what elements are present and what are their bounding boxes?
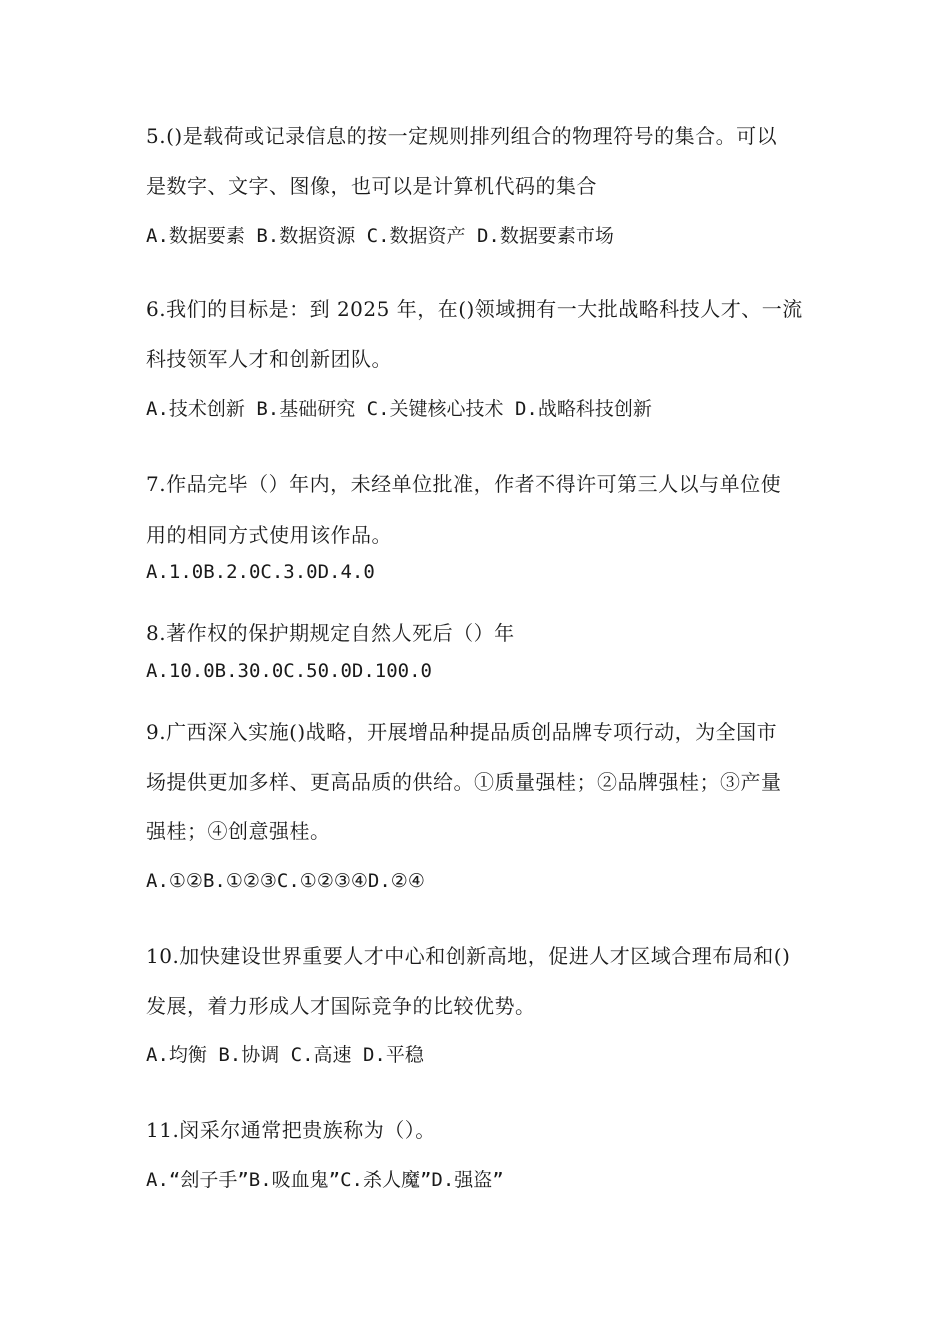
question-11-options: A.“刽子手”B.吸血鬼”C.杀人魔”D.强盗” bbox=[146, 1169, 504, 1191]
question-7-line-2: 用的相同方式使用该作品。 bbox=[146, 523, 392, 547]
question-5-line-2: 是数字、文字、图像，也可以是计算机代码的集合 bbox=[146, 174, 597, 198]
question-5-options: A.数据要素 B.数据资源 C.数据资产 D.数据要素市场 bbox=[146, 225, 614, 247]
question-7-line-1: 7.作品完毕（）年内，未经单位批准，作者不得许可第三人以与单位使 bbox=[146, 472, 782, 496]
question-5-line-1: 5.()是载荷或记录信息的按一定规则排列组合的物理符号的集合。可以 bbox=[146, 124, 778, 148]
question-8-line-1: 8.著作权的保护期规定自然人死后（）年 bbox=[146, 621, 515, 645]
question-7-options: A.1.0B.2.0C.3.0D.4.0 bbox=[146, 561, 375, 583]
question-6-options: A.技术创新 B.基础研究 C.关键核心技术 D.战略科技创新 bbox=[146, 398, 652, 420]
question-10-line-2: 发展，着力形成人才国际竞争的比较优势。 bbox=[146, 994, 536, 1018]
question-6-line-1: 6.我们的目标是：到 2025 年，在()领域拥有一大批战略科技人才、一流 bbox=[146, 297, 803, 321]
question-10-line-1: 10.加快建设世界重要人才中心和创新高地，促进人才区域合理布局和() bbox=[146, 944, 791, 968]
question-10-options: A.均衡 B.协调 C.高速 D.平稳 bbox=[146, 1044, 424, 1066]
question-11-line-1: 11.闵采尔通常把贵族称为（）。 bbox=[146, 1118, 436, 1142]
question-9-line-3: 强桂；④创意强桂。 bbox=[146, 819, 331, 843]
question-9-line-1: 9.广西深入实施()战略，开展增品种提品质创品牌专项行动，为全国市 bbox=[146, 720, 778, 744]
question-9-line-2: 场提供更加多样、更高品质的供给。①质量强桂；②品牌强桂；③产量 bbox=[146, 770, 782, 794]
question-9-options: A.①②B.①②③C.①②③④D.②④ bbox=[146, 870, 425, 892]
question-8-options: A.10.0B.30.0C.50.0D.100.0 bbox=[146, 660, 432, 682]
question-6-line-2: 科技领军人才和创新团队。 bbox=[146, 347, 392, 371]
